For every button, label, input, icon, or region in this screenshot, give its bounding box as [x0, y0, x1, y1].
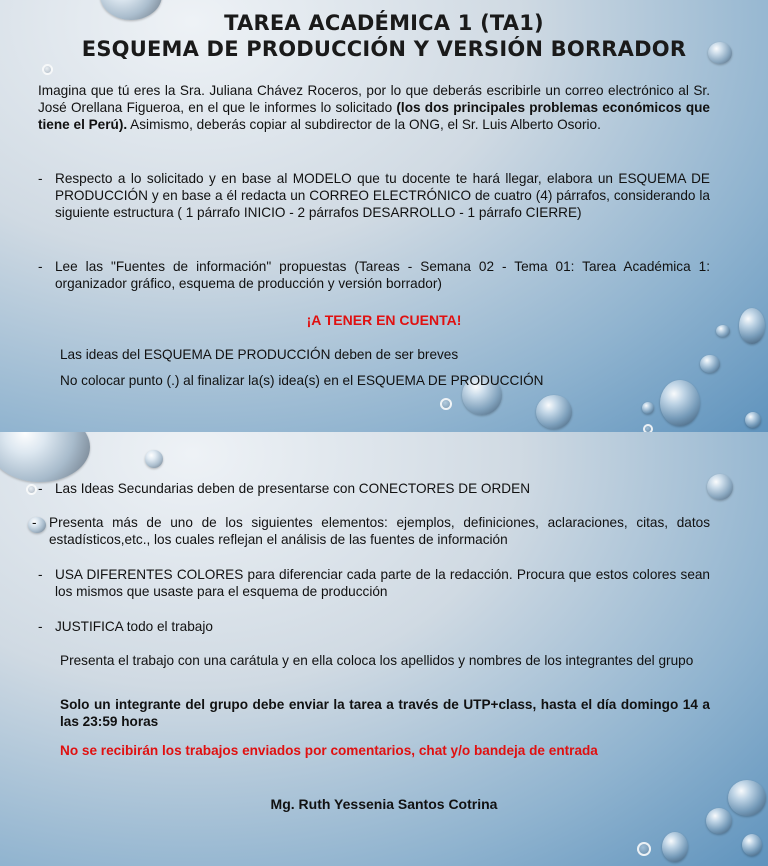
bullet-dash: -	[38, 567, 43, 582]
list-item	[38, 566, 710, 600]
warning-note: No se recibirán los trabajos enviados por comentarios, chat y/o bandeja de entrada	[60, 743, 598, 758]
bullet-text: Lee las "Fuentes de información" propuestas (Tareas - Semana 02 - Tema 01: Tarea Académica 1: organizador gráfico, esquema de producción y versión borrador)	[55, 259, 710, 291]
water-drop-icon	[742, 834, 762, 856]
slide-2	[0, 432, 768, 866]
intro-bold-text: (los dos principales problemas económicos que tiene el Perú).	[38, 100, 710, 132]
submission-note: Solo un integrante del grupo debe enviar la tarea a través de UTP+class, hasta el día domingo 14 a las 23:59 horas	[60, 697, 710, 729]
intro-text: Imagina que tú eres la Sra. Juliana Chávez Roceros, por lo que deberás escribirle un correo electrónico al Sr. José Orellana Figueroa, en el que le informes lo solicitado	[38, 83, 710, 115]
list-item	[32, 514, 710, 548]
bullet-text: Respecto a lo solicitado y en base al MODELO que tu docente te hará llegar, elabora un ESQUEMA DE PRODUCCIÓN y en base a él redacta un CORREO ELECTRÓNICO de cuatro (4) párrafos, considerando la siguiente estructura ( 1 párrafo INICIO - 2 párrafos DESARROLLO - 1 párrafo CIERRE)	[55, 171, 710, 220]
water-drop-icon	[0, 432, 90, 482]
bullet-text: Las Ideas Secundarias deben de presentarse con CONECTORES DE ORDEN	[55, 481, 531, 496]
note-text: No colocar punto (.) al finalizar la(s) idea(s) en el ESQUEMA DE PRODUCCIÓN	[60, 373, 544, 388]
page-title	[0, 10, 768, 62]
title-line-2: ESQUEMA DE PRODUCCIÓN Y VERSIÓN BORRADOR	[81, 37, 687, 61]
bullet-text: Presenta más de uno de los siguientes elementos: ejemplos, definiciones, aclaraciones, citas, datos estadísticos,etc., los cuales reflejan el análisis de las fuentes de información	[49, 515, 710, 547]
water-drop-icon	[745, 412, 761, 428]
water-drop-icon	[637, 842, 651, 856]
bullet-dash: -	[38, 481, 43, 496]
water-drop-icon	[642, 402, 654, 414]
list-item	[38, 258, 710, 292]
water-drop-icon	[42, 64, 53, 75]
slide-1	[0, 0, 768, 432]
water-drop-icon	[440, 398, 452, 410]
water-drop-icon	[26, 484, 37, 495]
water-drop-icon	[145, 450, 163, 468]
bullet-dash: -	[38, 619, 43, 634]
water-drop-icon	[643, 424, 653, 432]
author-signature: Mg. Ruth Yessenia Santos Cotrina	[270, 796, 498, 812]
list-item	[38, 480, 710, 497]
list-item	[38, 618, 710, 635]
bullet-text: USA DIFERENTES COLORES para diferenciar cada parte de la redacción. Procura que estos colores sean los mismos que usaste para el esquema de producción	[55, 567, 710, 599]
bullet-dash: -	[38, 259, 43, 274]
water-drop-icon	[707, 474, 733, 500]
note-text: Las ideas del ESQUEMA DE PRODUCCIÓN deben de ser breves	[60, 347, 459, 362]
bullet-dash: -	[32, 515, 37, 530]
bullet-dash: -	[38, 171, 43, 186]
intro-paragraph	[38, 82, 710, 133]
water-drop-icon	[536, 395, 572, 429]
bullet-text: JUSTIFICA todo el trabajo	[55, 619, 213, 634]
note-text: Presenta el trabajo con una carátula y en ella coloca los apellidos y nombres de los integrantes del grupo	[60, 653, 694, 668]
warning-heading: ¡A TENER EN CUENTA!	[306, 312, 462, 328]
title-line-1: TAREA ACADÉMICA 1 (TA1)	[224, 11, 544, 35]
list-item	[38, 170, 710, 221]
intro-text-end: Asimismo, deberás copiar al subdirector de la ONG, el Sr. Luis Alberto Osorio.	[127, 117, 601, 132]
water-drop-icon	[662, 832, 688, 862]
